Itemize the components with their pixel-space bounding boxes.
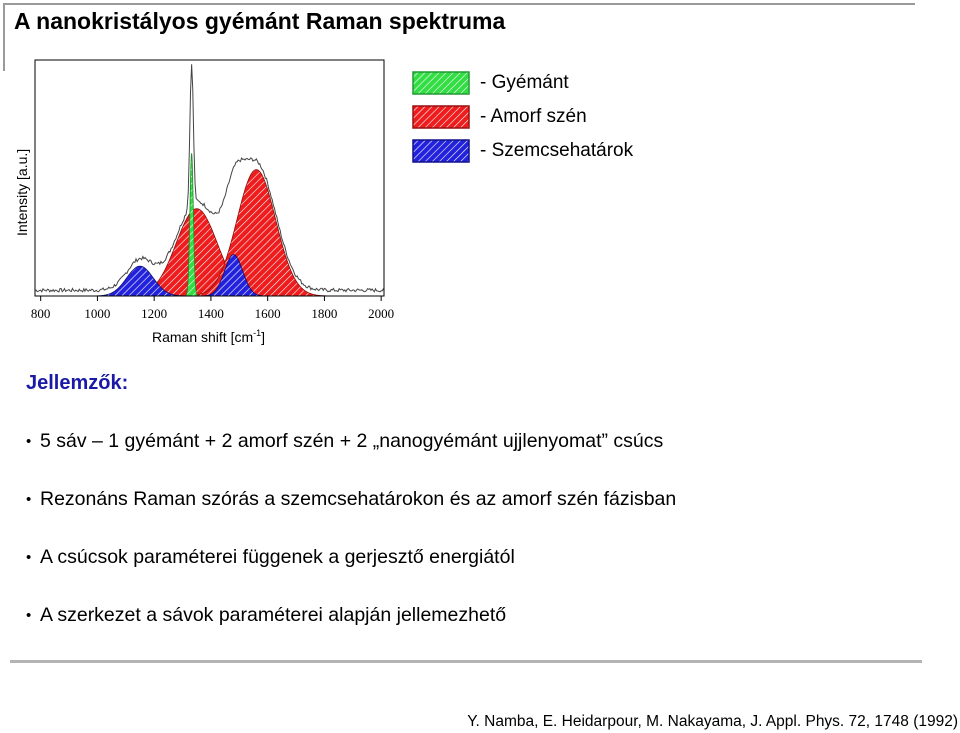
legend-item-amorphous-carbon xyxy=(412,100,633,134)
bullet-text: A csúcsok paraméterei függenek a gerjesztő energiától xyxy=(40,546,515,568)
legend-item-grain-boundaries xyxy=(412,134,633,168)
x-axis-label-sup: -1 xyxy=(253,328,262,338)
bullet-icon: • xyxy=(26,549,32,566)
bullet-text: 5 sáv – 1 gyémánt + 2 amorf szén + 2 „nanogyémánt ujjlenyomat” csúcs xyxy=(40,430,664,452)
x-axis-label xyxy=(152,328,265,345)
x-axis-label-main: Raman shift [cm xyxy=(152,329,254,345)
x-tick-label: 800 xyxy=(30,306,51,321)
x-tick-label: 1600 xyxy=(254,306,281,321)
legend-item-diamond xyxy=(412,66,633,100)
bullet-icon: • xyxy=(26,433,32,450)
x-tick-label: 1800 xyxy=(311,306,338,321)
x-axis-label-suffix: ] xyxy=(261,329,266,345)
list-item xyxy=(26,424,676,482)
x-tick-label: 1000 xyxy=(84,306,111,321)
legend-label-grain-boundaries: - Szemcsehatárok xyxy=(480,140,634,161)
list-item xyxy=(26,540,676,598)
bullet-text: A szerkezet a sávok paraméterei alapján jellemezhető xyxy=(40,604,507,626)
features-list xyxy=(26,424,676,656)
bullet-icon: • xyxy=(26,607,32,624)
blue-hatched-swatch-icon xyxy=(412,139,470,163)
features-heading: Jellemzők: xyxy=(26,372,129,394)
legend-label-diamond: - Gyémánt xyxy=(480,72,569,93)
citation: Y. Namba, E. Heidarpour, M. Nakayama, J. Appl. Phys. 72, 1748 (1992) xyxy=(467,713,958,730)
list-item xyxy=(26,482,676,540)
x-tick-label: 2000 xyxy=(368,306,395,321)
x-ticks xyxy=(31,296,394,321)
bullet-text: Rezonáns Raman szórás a szemcsehatárokon és az amorf szén fázisban xyxy=(40,488,677,510)
legend-label-amorphous-carbon: - Amorf szén xyxy=(480,106,587,127)
red-hatched-swatch-icon xyxy=(412,105,470,129)
peaks-layer xyxy=(90,153,329,296)
bullet-icon: • xyxy=(26,491,32,508)
page-title: A nanokristályos gyémánt Raman spektruma xyxy=(14,8,506,34)
y-axis-label: Intensity [a.u.] xyxy=(14,148,30,236)
list-item xyxy=(26,598,676,656)
green-hatched-swatch-icon xyxy=(412,71,470,95)
x-tick-label: 1400 xyxy=(197,306,224,321)
chart-legend xyxy=(412,66,633,168)
x-tick-label: 1200 xyxy=(141,306,168,321)
footer-divider xyxy=(10,660,922,663)
